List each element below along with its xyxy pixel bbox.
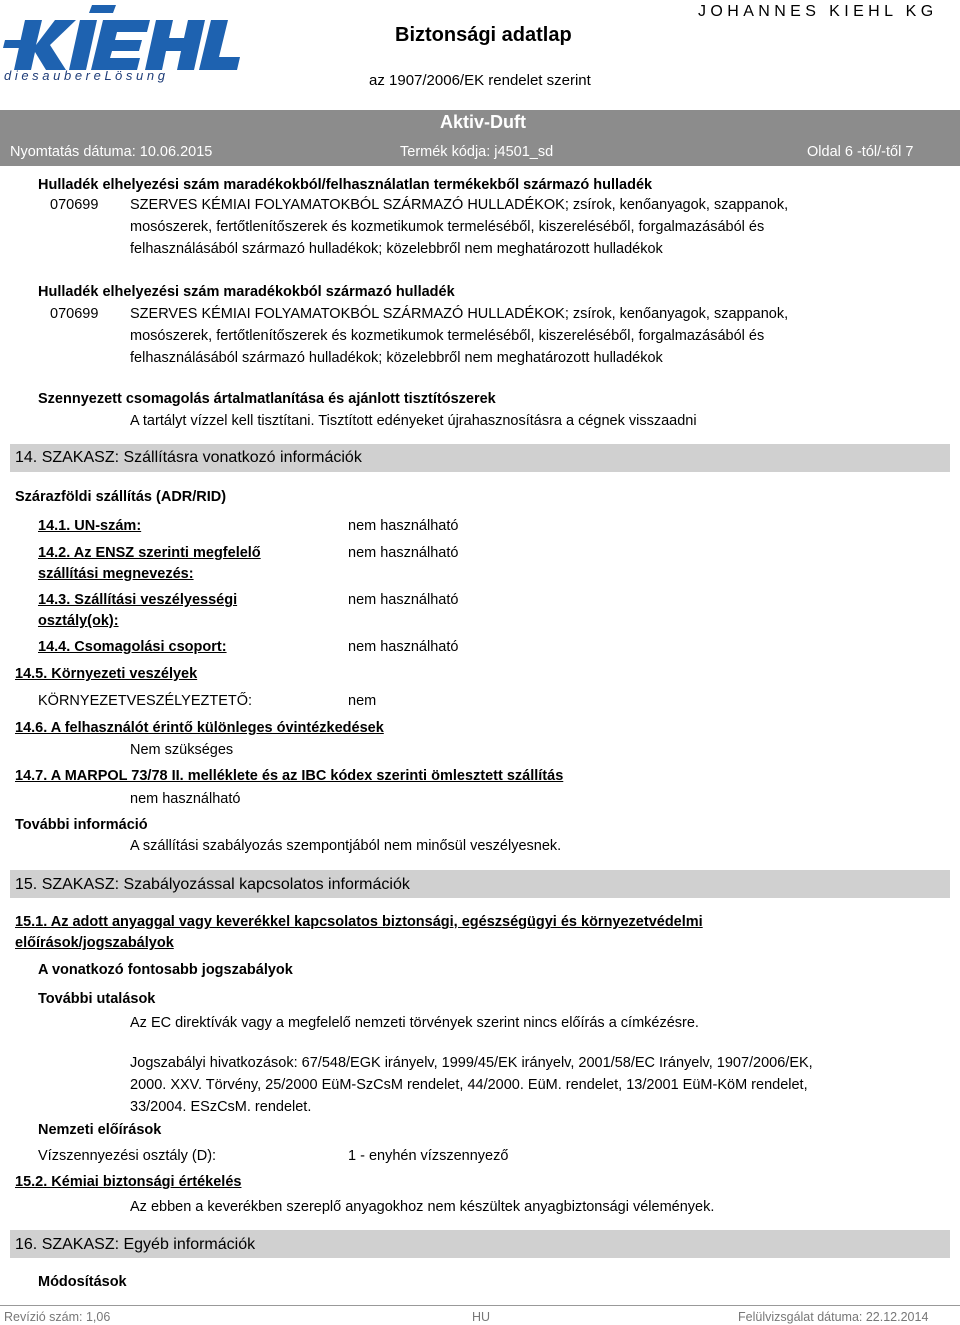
packing-group-value: nem használható <box>348 639 459 655</box>
marpol-value: nem használható <box>130 791 241 807</box>
section-15-title: 15. SZAKASZ: Szabályozással kapcsolatos információk <box>15 876 410 893</box>
regulations-sub-1-line-2: előírások/jogszabályok <box>15 935 174 951</box>
waste-code-1: 070699 <box>50 197 99 213</box>
document-title: Biztonsági adatlap <box>395 24 572 46</box>
company-name: JOHANNES KIEHL KG <box>698 3 938 20</box>
logo-slogan: d i e s a u b e r e L ö s u n g <box>4 68 165 83</box>
hazard-class-label-2: osztály(ok): <box>38 613 119 629</box>
waste-text-1: SZERVES KÉMIAI FOLYAMATOKBÓL SZÁRMAZÓ HULLADÉKOK; zsírok, kenőanyagok, szappanok, mosószerek, fertőtlenítőszerek és kozmetikumok termeléséből, kiszereléséből, forgalmazásából és felhasználásából származó hulladékok; közelebbről nem meghatározott hulladékok <box>130 197 789 257</box>
shipping-name-value: nem használható <box>348 545 459 561</box>
env-hazard-value: nem <box>348 693 377 709</box>
marpol-label: 14.7. A MARPOL 73/78 II. melléklete és az IBC kódex szerinti ömlesztett szállítás <box>15 768 564 784</box>
env-hazard-sub-label: KÖRNYEZETVESZÉLYEZTETŐ: <box>38 693 253 709</box>
waste-heading-3: Szennyezett csomagolás ártalmatlanítása és ajánlott tisztítószerek <box>38 391 496 407</box>
water-hazard-label: Vízszennyezési osztály (D): <box>38 1148 217 1164</box>
waste-code-2: 070699 <box>50 306 99 322</box>
revision-number: Revízió szám: 1,06 <box>4 1310 111 1324</box>
national-regulations: Nemzeti előírások <box>38 1122 162 1138</box>
product-code: Termék kódja: j4501_sd <box>400 144 554 160</box>
additional-notes-text: Az EC direktívák vagy a megfelelő nemzeti törvények szerint nincs előírás a címkézésre. <box>130 1015 699 1031</box>
waste-heading-1: Hulladék elhelyezési szám maradékokból/felhasználatlan termékekből származó hulladék <box>38 177 653 193</box>
waste-heading-2: Hulladék elhelyezési szám maradékokból származó hulladék <box>38 284 455 300</box>
chemical-safety-text: Az ebben a keverékben szereplő anyagokhoz nem készültek anyagbiztonsági vélemények. <box>130 1199 715 1215</box>
regulation: az 1907/2006/EK rendelet szerint <box>369 72 591 89</box>
packing-group-label: 14.4. Csomagolási csoport: <box>38 639 227 655</box>
further-info-label: További információ <box>15 817 148 833</box>
review-date: Felülvizsgálat dátuma: 22.12.2014 <box>738 1310 929 1324</box>
additional-notes-label: További utalások <box>38 991 156 1007</box>
section-16-title: 16. SZAKASZ: Egyéb információk <box>15 1236 256 1253</box>
relevant-regulations: A vonatkozó fontosabb jogszabályok <box>38 962 293 978</box>
regulations-sub-1-line-1: 15.1. Az adott anyaggal vagy keverékkel kapcsolatos biztonsági, egészségügyi és környezetvédelmi <box>15 914 703 930</box>
waste-text-3: A tartályt vízzel kell tisztítani. Tisztított edényeket újrahasznosításra a cégnek visszaadni <box>130 413 697 429</box>
kiehl-logo <box>0 0 240 85</box>
further-info-value: A szállítási szabályozás szempontjából nem minősül veszélyesnek. <box>130 838 562 854</box>
legal-references: Jogszabályi hivatkozások: 67/548/EGK irányelv, 1999/45/EK irányelv, 2001/58/EC Irányelv, 1907/2006/EK, 2000. XXV. Törvény, 25/2000 EüM-SzCsM rendelet, 44/2000. EüM. rendelet, 13/2001 EüM-KöM rendelet, 33/2004. ESzCsM. rendelet. <box>130 1055 813 1115</box>
precautions-label: 14.6. A felhasználót érintő különleges óvintézkedések <box>15 720 384 736</box>
waste-text-2: SZERVES KÉMIAI FOLYAMATOKBÓL SZÁRMAZÓ HULLADÉKOK; zsírok, kenőanyagok, szappanok, mosószerek, fertőtlenítőszerek és kozmetikumok termeléséből, kiszereléséből, forgalmazásából és felhasználásából származó hulladékok; közelebbről nem meghatározott hulladékok <box>130 306 789 366</box>
print-date: Nyomtatás dátuma: 10.06.2015 <box>10 144 213 160</box>
hazard-class-label-1: 14.3. Szállítási veszélyességi <box>38 592 238 608</box>
precautions-value: Nem szükséges <box>130 742 234 758</box>
shipping-name-label-1: 14.2. Az ENSZ szerinti megfelelő <box>38 545 261 561</box>
language-code: HU <box>472 1310 491 1324</box>
chemical-safety-label: 15.2. Kémiai biztonsági értékelés <box>15 1174 242 1190</box>
changes-label: Módosítások <box>38 1274 127 1290</box>
env-hazards-label: 14.5. Környezeti veszélyek <box>15 666 198 682</box>
un-number-value: nem használható <box>348 518 459 534</box>
page-number: Oldal 6 -tól/-től 7 <box>807 144 914 160</box>
un-number-label: 14.1. UN-szám: <box>38 518 142 534</box>
water-hazard-value: 1 - enyhén vízszennyező <box>348 1148 509 1164</box>
land-transport: Szárazföldi szállítás (ADR/RID) <box>15 489 227 505</box>
section-14-title: 14. SZAKASZ: Szállításra vonatkozó információk <box>15 449 362 466</box>
product-name: Aktiv-Duft <box>440 112 526 132</box>
hazard-class-value: nem használható <box>348 592 459 608</box>
footer-divider <box>0 1305 960 1306</box>
shipping-name-label-2: szállítási megnevezés: <box>38 566 194 582</box>
